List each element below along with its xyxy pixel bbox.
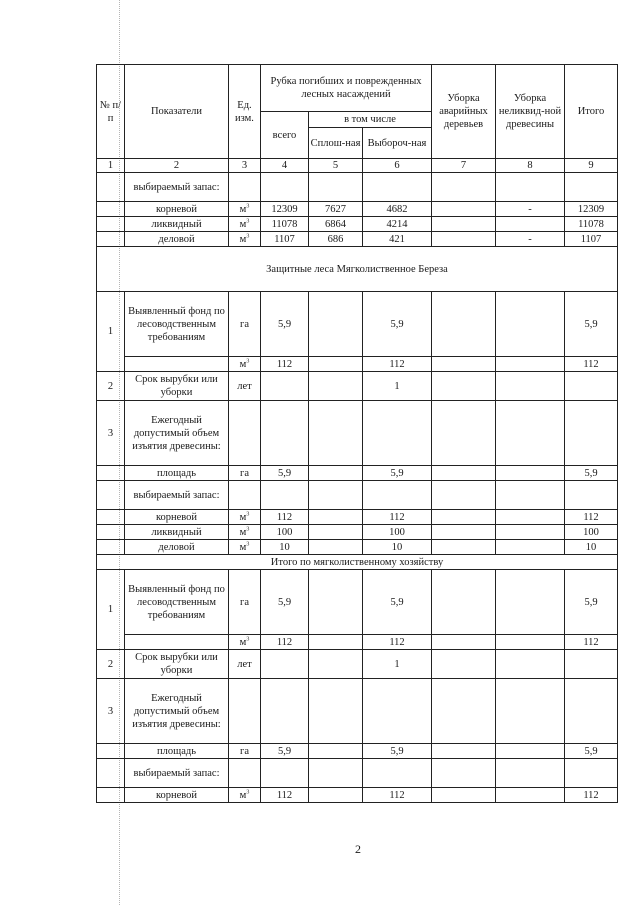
header-clear: Сплош-ная (309, 128, 363, 159)
table-row (97, 679, 618, 744)
value-cell: 5,9 (565, 466, 618, 481)
unit-cell: $м^3$ (229, 540, 261, 555)
value-cell: 5,9 (565, 570, 618, 635)
unit-cell: $м^3$ (229, 788, 261, 803)
value-cell: 6864 (309, 217, 363, 232)
value-cell: 5,9 (363, 292, 432, 357)
value-cell: 12309 (565, 202, 618, 217)
value-cell: 4214 (363, 217, 432, 232)
table-row (97, 510, 618, 525)
value-cell: 1 (363, 372, 432, 401)
table-row (97, 788, 618, 803)
header-emergency: Уборка аварийных деревьев (432, 65, 496, 159)
value-cell: 112 (363, 788, 432, 803)
value-cell: 686 (309, 232, 363, 247)
unit-cell: га (229, 292, 261, 357)
row-number: 3 (97, 401, 125, 466)
table-row (97, 525, 618, 540)
unit-cell: $м^3$ (229, 357, 261, 372)
value-cell: 100 (565, 525, 618, 540)
value-cell: 112 (363, 635, 432, 650)
value-cell: 5,9 (261, 292, 309, 357)
col-number: 3 (229, 159, 261, 173)
col-number: 8 (496, 159, 565, 173)
fund-label: Выявленный фонд по лесоводственным требованиям (125, 292, 229, 357)
col-number: 1 (97, 159, 125, 173)
table-row (97, 292, 618, 357)
table-row (97, 357, 618, 372)
value-cell: 5,9 (363, 466, 432, 481)
table-row (97, 202, 618, 217)
table-row (97, 744, 618, 759)
header-row (97, 65, 618, 112)
unit-cell: $м^3$ (229, 635, 261, 650)
value-cell: 1107 (261, 232, 309, 247)
unit-cell: $м^3$ (229, 510, 261, 525)
header-selective: Выбороч-ная (363, 128, 432, 159)
table-row (97, 570, 618, 635)
value-cell: 100 (261, 525, 309, 540)
value-cell: 112 (261, 635, 309, 650)
header-total: всего (261, 112, 309, 159)
page-number: 2 (355, 842, 361, 856)
value-cell: 10 (363, 540, 432, 555)
value-cell: 5,9 (363, 744, 432, 759)
unit-cell: га (229, 570, 261, 635)
value-cell: 112 (565, 788, 618, 803)
table-row (97, 540, 618, 555)
value-cell: - (496, 202, 565, 217)
header-itogo: Итого (565, 65, 618, 159)
table-row (97, 232, 618, 247)
value-cell: 5,9 (261, 466, 309, 481)
value-cell: 112 (363, 510, 432, 525)
unit-cell: $м^3$ (229, 202, 261, 217)
value-cell: 5,9 (261, 570, 309, 635)
table-row (97, 650, 618, 679)
header-felling: Рубка погибших и поврежденных лесных насаждений (261, 65, 432, 112)
row-number: 1 (97, 570, 125, 650)
root-label: корневой (125, 788, 229, 803)
value-cell: 112 (565, 357, 618, 372)
value-cell: - (496, 232, 565, 247)
forestry-table (96, 64, 618, 803)
value-cell: 112 (363, 357, 432, 372)
subtotal-title-row (97, 555, 618, 570)
row-number: 2 (97, 650, 125, 679)
unit-cell: $м^3$ (229, 217, 261, 232)
table-row (97, 372, 618, 401)
stock-label: выбираемый запас: (125, 759, 229, 788)
col-number: 5 (309, 159, 363, 173)
header-num: № п/п (97, 65, 125, 159)
unit-cell: $м^3$ (229, 232, 261, 247)
value-cell: 112 (261, 788, 309, 803)
table-row (97, 759, 618, 788)
value-cell: 1107 (565, 232, 618, 247)
value-cell: 10 (565, 540, 618, 555)
value-cell: 5,9 (363, 570, 432, 635)
area-label: площадь (125, 744, 229, 759)
commercial-label: деловой (125, 540, 229, 555)
value-cell: 5,9 (261, 744, 309, 759)
row-number: 1 (97, 292, 125, 372)
column-number-row (97, 159, 618, 173)
value-cell: 112 (565, 635, 618, 650)
table-row (97, 635, 618, 650)
table-row (97, 466, 618, 481)
liquid-label: ликвидный (125, 525, 229, 540)
area-label: площадь (125, 466, 229, 481)
col-number: 6 (363, 159, 432, 173)
commercial-label: деловой (125, 232, 229, 247)
unit-cell: га (229, 466, 261, 481)
col-number: 2 (125, 159, 229, 173)
unit-cell: $м^3$ (229, 525, 261, 540)
section-title: Защитные леса Мягколиственное Береза (97, 247, 618, 292)
stock-label: выбираемый запас: (125, 481, 229, 510)
header-including: в том числе (309, 112, 432, 128)
table-row (97, 481, 618, 510)
value-cell: 1 (363, 650, 432, 679)
value-cell: 10 (261, 540, 309, 555)
value-cell: 112 (565, 510, 618, 525)
col-number: 9 (565, 159, 618, 173)
table-row (97, 217, 618, 232)
section-title-row (97, 247, 618, 292)
root-label: корневой (125, 202, 229, 217)
term-label: Срок вырубки или уборки (125, 650, 229, 679)
value-cell: 4682 (363, 202, 432, 217)
value-cell: 11078 (261, 217, 309, 232)
col-number: 4 (261, 159, 309, 173)
value-cell: 7627 (309, 202, 363, 217)
root-label: корневой (125, 510, 229, 525)
col-number: 7 (432, 159, 496, 173)
value-cell: 421 (363, 232, 432, 247)
fund-label: Выявленный фонд по лесоводственным требованиям (125, 570, 229, 635)
value-cell: 100 (363, 525, 432, 540)
row-number: 2 (97, 372, 125, 401)
term-label: Срок вырубки или уборки (125, 372, 229, 401)
value-cell: 5,9 (565, 292, 618, 357)
row-number: 3 (97, 679, 125, 744)
value-cell: 5,9 (565, 744, 618, 759)
unit-cell: лет (229, 650, 261, 679)
unit-cell: лет (229, 372, 261, 401)
header-illiquid: Уборка неликвид-ной древесины (496, 65, 565, 159)
value-cell: 112 (261, 357, 309, 372)
annual-label: Ежегодный допустимый объем изъятия древесины: (125, 401, 229, 466)
subtotal-title: Итого по мягколиственному хозяйству (97, 555, 618, 570)
value-cell: 112 (261, 510, 309, 525)
header-indicators: Показатели (125, 65, 229, 159)
value-cell: 11078 (565, 217, 618, 232)
liquid-label: ликвидный (125, 217, 229, 232)
table-row (97, 173, 618, 202)
value-cell: 12309 (261, 202, 309, 217)
stock-label: выбираемый запас: (125, 173, 229, 202)
annual-label: Ежегодный допустимый объем изъятия древесины: (125, 679, 229, 744)
table-row (97, 401, 618, 466)
unit-cell: га (229, 744, 261, 759)
header-unit: Ед. изм. (229, 65, 261, 159)
